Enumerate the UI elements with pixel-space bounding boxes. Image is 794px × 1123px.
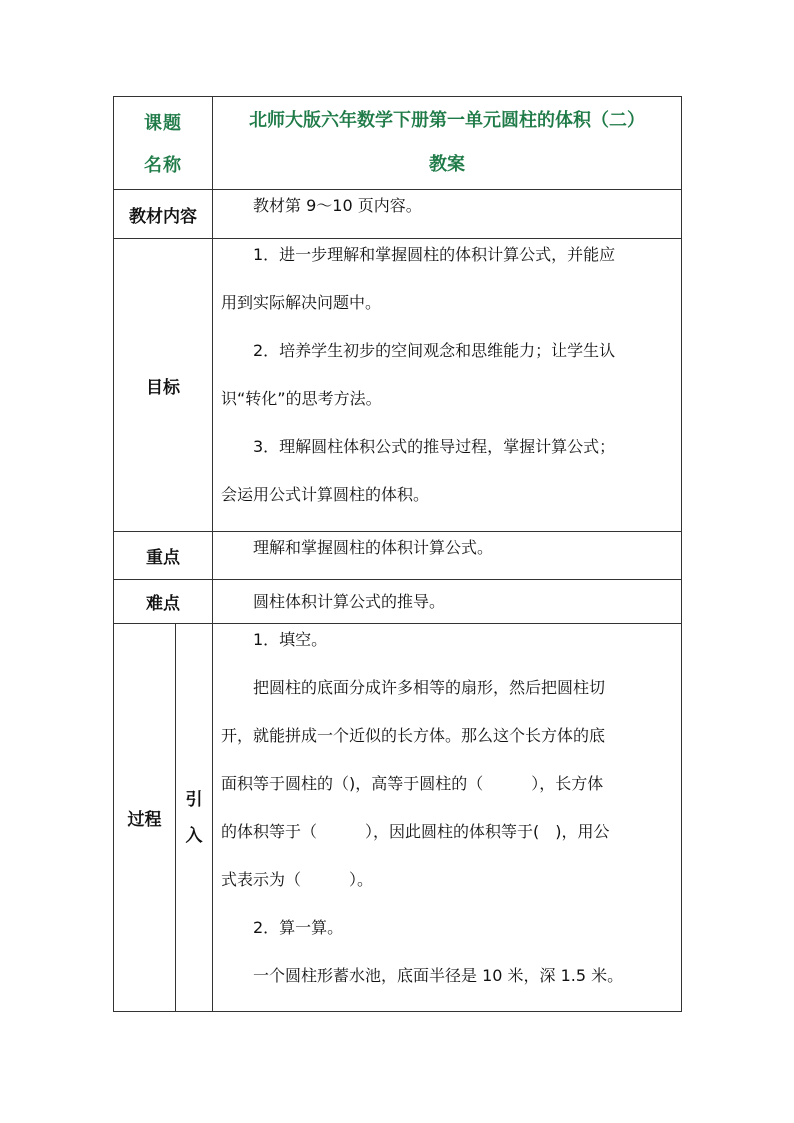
lesson-title-line2: 教案: [429, 154, 465, 175]
process-label: 过程: [114, 624, 176, 1012]
process-line-8: 一个圆柱形蓄水池，底面半径是 10 米，深 1.5 米。: [253, 966, 624, 985]
title-label-line2: 名称: [144, 155, 182, 176]
key-text: 理解和掌握圆柱的体积计算公式。: [253, 538, 494, 557]
difficulty-text: 圆柱体积计算公式的推导。: [253, 592, 446, 611]
title-row: [114, 97, 682, 190]
lesson-plan-table: [113, 96, 682, 1012]
key-row: [114, 532, 682, 580]
difficulty-cell: [213, 580, 682, 624]
goal-2-line1: 2．培养学生初步的空间观念和思维能力；让学生认: [253, 341, 616, 360]
goal-2-line2: 识“转化”的思考方法。: [221, 389, 382, 408]
material-text: 教材第 9～10 页内容。: [253, 196, 422, 215]
process-line-3: 开，就能拼成一个近似的长方体。那么这个长方体的底: [221, 726, 606, 745]
goal-1-line1: 1．进一步理解和掌握圆柱的体积计算公式，并能应: [253, 245, 616, 264]
difficulty-row: [114, 580, 682, 624]
goal-3-line2: 会运用公式计算圆柱的体积。: [221, 485, 430, 504]
goal-1-line2: 用到实际解决问题中。: [221, 293, 382, 312]
process-line-2: 把圆柱的底面分成许多相等的扇形，然后把圆柱切: [253, 678, 606, 697]
goals-row: [114, 239, 682, 532]
process-sub-label-2: 入: [185, 825, 203, 846]
process-sub-label-1: 引: [185, 789, 203, 810]
process-line-1: 1．填空。: [253, 630, 328, 649]
process-sub-label-cell: [176, 624, 213, 1012]
goals-cell: [213, 239, 682, 532]
title-label-cell: [114, 97, 213, 190]
key-label: 重点: [114, 532, 213, 580]
process-line-6: 式表示为（ ）。: [221, 870, 374, 889]
title-label-line1: 课题: [144, 113, 182, 134]
material-label: 教材内容: [114, 190, 213, 239]
difficulty-label: 难点: [114, 580, 213, 624]
process-line-5: 的体积等于（ ），因此圆柱的体积等于( )，用公: [221, 822, 610, 841]
goal-3-line1: 3．理解圆柱体积公式的推导过程，掌握计算公式；: [253, 437, 616, 456]
goals-label: 目标: [114, 239, 213, 532]
process-row: [114, 624, 682, 1012]
lesson-title-line1: 北师大版六年数学下册第一单元圆柱的体积（二）: [249, 110, 645, 131]
process-line-4: 面积等于圆柱的（)，高等于圆柱的（ ），长方体: [221, 774, 604, 793]
key-cell: [213, 532, 682, 580]
process-cell: [213, 624, 682, 1012]
process-line-7: 2．算一算。: [253, 918, 344, 937]
material-row: [114, 190, 682, 239]
material-cell: [213, 190, 682, 239]
title-text-cell: [213, 97, 682, 190]
